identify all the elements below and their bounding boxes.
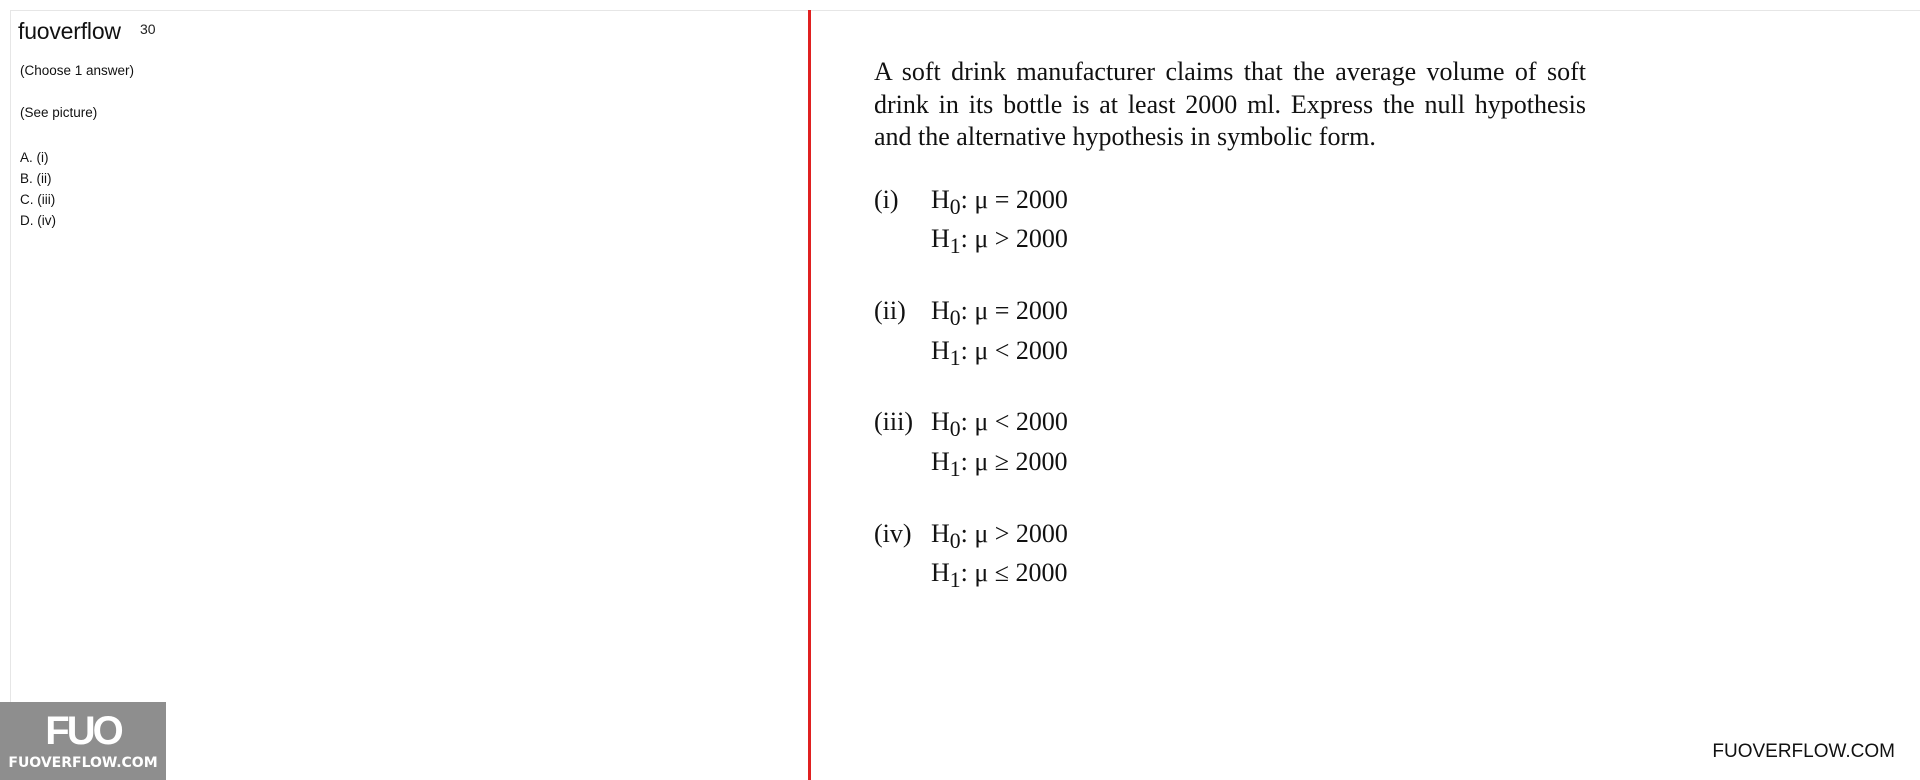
subscript: 1 (949, 568, 961, 593)
subscript: 0 (949, 528, 961, 553)
alternative-hypothesis: $H_1$: μ > 2000 (931, 224, 1068, 259)
see-picture-note: (See picture) (20, 105, 98, 120)
relation: : μ = 2000 (960, 295, 1068, 325)
top-border (10, 10, 1920, 11)
null-hypothesis: $H_0$: μ = 2000 (931, 184, 1068, 219)
question-number: 30 (140, 21, 156, 37)
relation: : μ > 2000 (960, 224, 1068, 254)
brand-title: fuoverflow (18, 18, 135, 45)
relation: : μ < 2000 (960, 335, 1068, 365)
answer-option-a[interactable]: A. (i) (20, 150, 49, 165)
option-roman: (iii) (874, 407, 913, 437)
option-roman: (iv) (874, 518, 912, 548)
null-hypothesis: $H_0$: μ > 2000 (931, 518, 1068, 553)
answer-instruction: (Choose 1 answer) (20, 63, 135, 78)
alternative-hypothesis: $H_1$: μ ≤ 2000 (931, 558, 1068, 593)
alternative-hypothesis: $H_1$: μ ≥ 2000 (931, 446, 1068, 482)
left-border (10, 10, 11, 780)
alternative-hypothesis: $H_1$: μ < 2000 (931, 335, 1068, 370)
subscript: 0 (949, 417, 961, 442)
relation: : μ ≥ 2000 (960, 446, 1068, 476)
hypothesis-option-i (874, 184, 1586, 263)
option-roman: (i) (874, 184, 899, 214)
answer-option-c[interactable]: C. (iii) (20, 192, 56, 207)
hypothesis-option-iv (874, 518, 1586, 597)
watermark-logo (0, 702, 166, 780)
question-text: A soft drink manufacturer claims that the average volume of soft drink in its bottle is at least 2000 ml. Express the null hypothesis and the alternative hypothesis in symbolic form. (874, 57, 1586, 151)
relation: : μ < 2000 (960, 407, 1068, 437)
relation: : μ > 2000 (960, 518, 1068, 548)
answer-option-b[interactable]: B. (ii) (20, 171, 52, 186)
answer-option-d[interactable]: D. (iv) (20, 213, 56, 228)
question-picture (874, 56, 1586, 597)
subscript: 0 (949, 306, 961, 331)
subscript: 1 (949, 345, 961, 370)
watermark-mark: FUO (45, 709, 121, 753)
footer-site-name: FUOVERFLOW.COM (1712, 741, 1895, 762)
answer-list (20, 147, 56, 231)
subscript: 0 (949, 194, 961, 219)
null-hypothesis: $H_0$: μ = 2000 (931, 295, 1068, 331)
relation: : μ ≤ 2000 (960, 558, 1068, 588)
null-hypothesis: $H_0$: μ < 2000 (931, 407, 1068, 442)
pane-divider (808, 10, 811, 780)
watermark-site: FUOVERFLOW.COM (8, 755, 158, 771)
relation: : μ = 2000 (960, 184, 1068, 214)
hypothesis-option-ii (874, 295, 1586, 374)
subscript: 1 (949, 234, 961, 259)
hypothesis-option-iii (874, 406, 1586, 485)
subscript: 1 (949, 457, 961, 482)
option-roman: (ii) (874, 295, 906, 325)
